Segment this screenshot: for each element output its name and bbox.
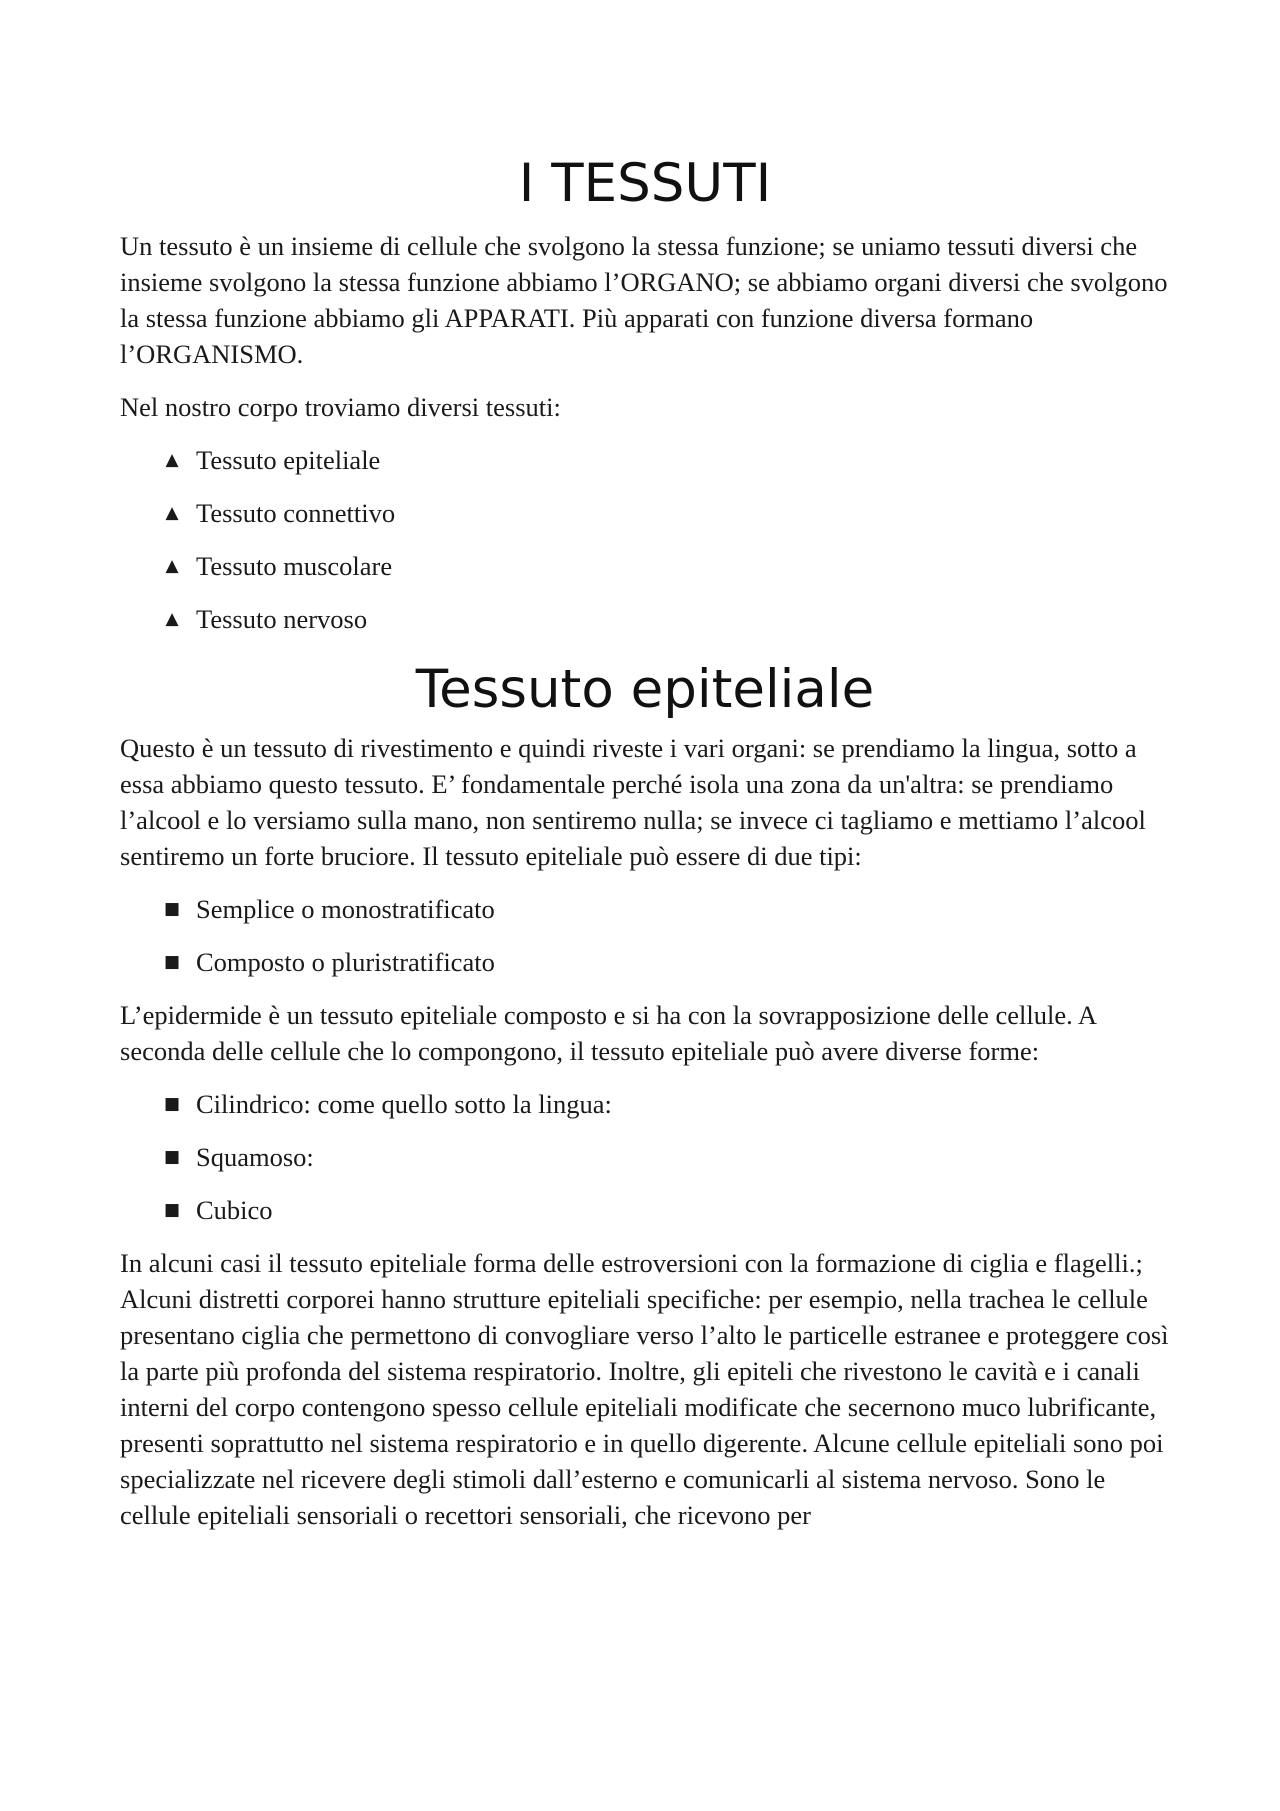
list-item-text: Tessuto nervoso xyxy=(196,604,368,634)
list-item xyxy=(160,548,1170,584)
square-bullet-icon: ■ xyxy=(163,899,181,919)
page-title: I TESSUTI xyxy=(518,153,772,214)
document-page xyxy=(120,148,1170,1550)
square-bullet-icon: ■ xyxy=(163,952,181,972)
epithelial-paragraph-3: In alcuni casi il tessuto epiteliale forma delle estroversioni con la formazione di ciglia e flagelli.; Alcuni distretti corporei hanno strutture epiteliali specifiche: per esempio, nella trachea le cellule presentano ciglia che permettono di convogliare verso l’alto le particelle estranee e proteggere così la parte più profonda del sistema respiratorio. Inoltre, gli epiteli che rivestono le cavità e i canali interni del corpo contengono spesso cellule epiteliali modificate che secernono muco lubrificante, presenti soprattutto nel sistema respiratorio e in quello digerente. Alcune cellule epiteliali sono poi specializzate nel ricevere degli stimoli dall’esterno e comunicarli al sistema nervoso. Sono le cellule epiteliali sensoriali o recettori sensoriali, che ricevono per xyxy=(120,1248,1169,1530)
intro-paragraph: Un tessuto è un insieme di cellule che svolgono la stessa funzione; se uniamo tessuti diversi che insieme svolgono la stessa funzione abbiamo l’ORGANO; se abbiamo organi diversi che svolgono la stessa funzione abbiamo gli APPARATI. Più apparati con funzione diversa formano l’ORGANISMO. xyxy=(120,231,1168,369)
triangle-bullet-icon: ▲ xyxy=(165,556,179,576)
list-item-text: Squamoso: xyxy=(196,1142,314,1172)
epithelial-forms-list xyxy=(120,1086,1170,1228)
list-item-text: Cubico xyxy=(196,1195,273,1225)
list-item-text: Tessuto muscolare xyxy=(196,551,393,581)
list-item-text: Cilindrico: come quello sotto la lingua: xyxy=(196,1089,612,1119)
list-item xyxy=(160,442,1170,478)
triangle-bullet-icon: ▲ xyxy=(165,450,179,470)
square-bullet-icon: ■ xyxy=(163,1147,181,1167)
list-item xyxy=(160,495,1170,531)
list-item xyxy=(160,1192,1170,1228)
square-bullet-icon: ■ xyxy=(163,1200,181,1220)
list-item xyxy=(160,601,1170,637)
list-item-text: Tessuto epiteliale xyxy=(196,445,381,475)
list-item xyxy=(160,1086,1170,1122)
triangle-bullet-icon: ▲ xyxy=(165,609,179,629)
list-item xyxy=(160,891,1170,927)
triangle-bullet-icon: ▲ xyxy=(165,503,179,523)
list-item-text: Semplice o monostratificato xyxy=(196,894,495,924)
list-item-text: Composto o pluristratificato xyxy=(196,947,495,977)
tissue-list xyxy=(120,442,1170,637)
epithelial-types-list xyxy=(120,891,1170,980)
section-heading-epithelial: Tessuto epiteliale xyxy=(415,659,875,720)
tissues-intro: Nel nostro corpo troviamo diversi tessuti: xyxy=(120,392,561,422)
square-bullet-icon: ■ xyxy=(163,1094,181,1114)
list-item-text: Tessuto connettivo xyxy=(196,498,396,528)
list-item xyxy=(160,1139,1170,1175)
list-item xyxy=(160,944,1170,980)
epithelial-paragraph-2: L’epidermide è un tessuto epiteliale composto e si ha con la sovrapposizione delle cellule. A seconda delle cellule che lo compongono, il tessuto epiteliale può avere diverse forme: xyxy=(120,1000,1096,1066)
epithelial-paragraph-1: Questo è un tessuto di rivestimento e quindi riveste i vari organi: se prendiamo la lingua, sotto a essa abbiamo questo tessuto. E’ fondamentale perché isola una zona da un'altra: se prendiamo l’alcool e lo versiamo sulla mano, non sentiremo nulla; se invece ci tagliamo e mettiamo l’alcool sentiremo un forte bruciore. Il tessuto epiteliale può essere di due tipi: xyxy=(120,733,1146,871)
